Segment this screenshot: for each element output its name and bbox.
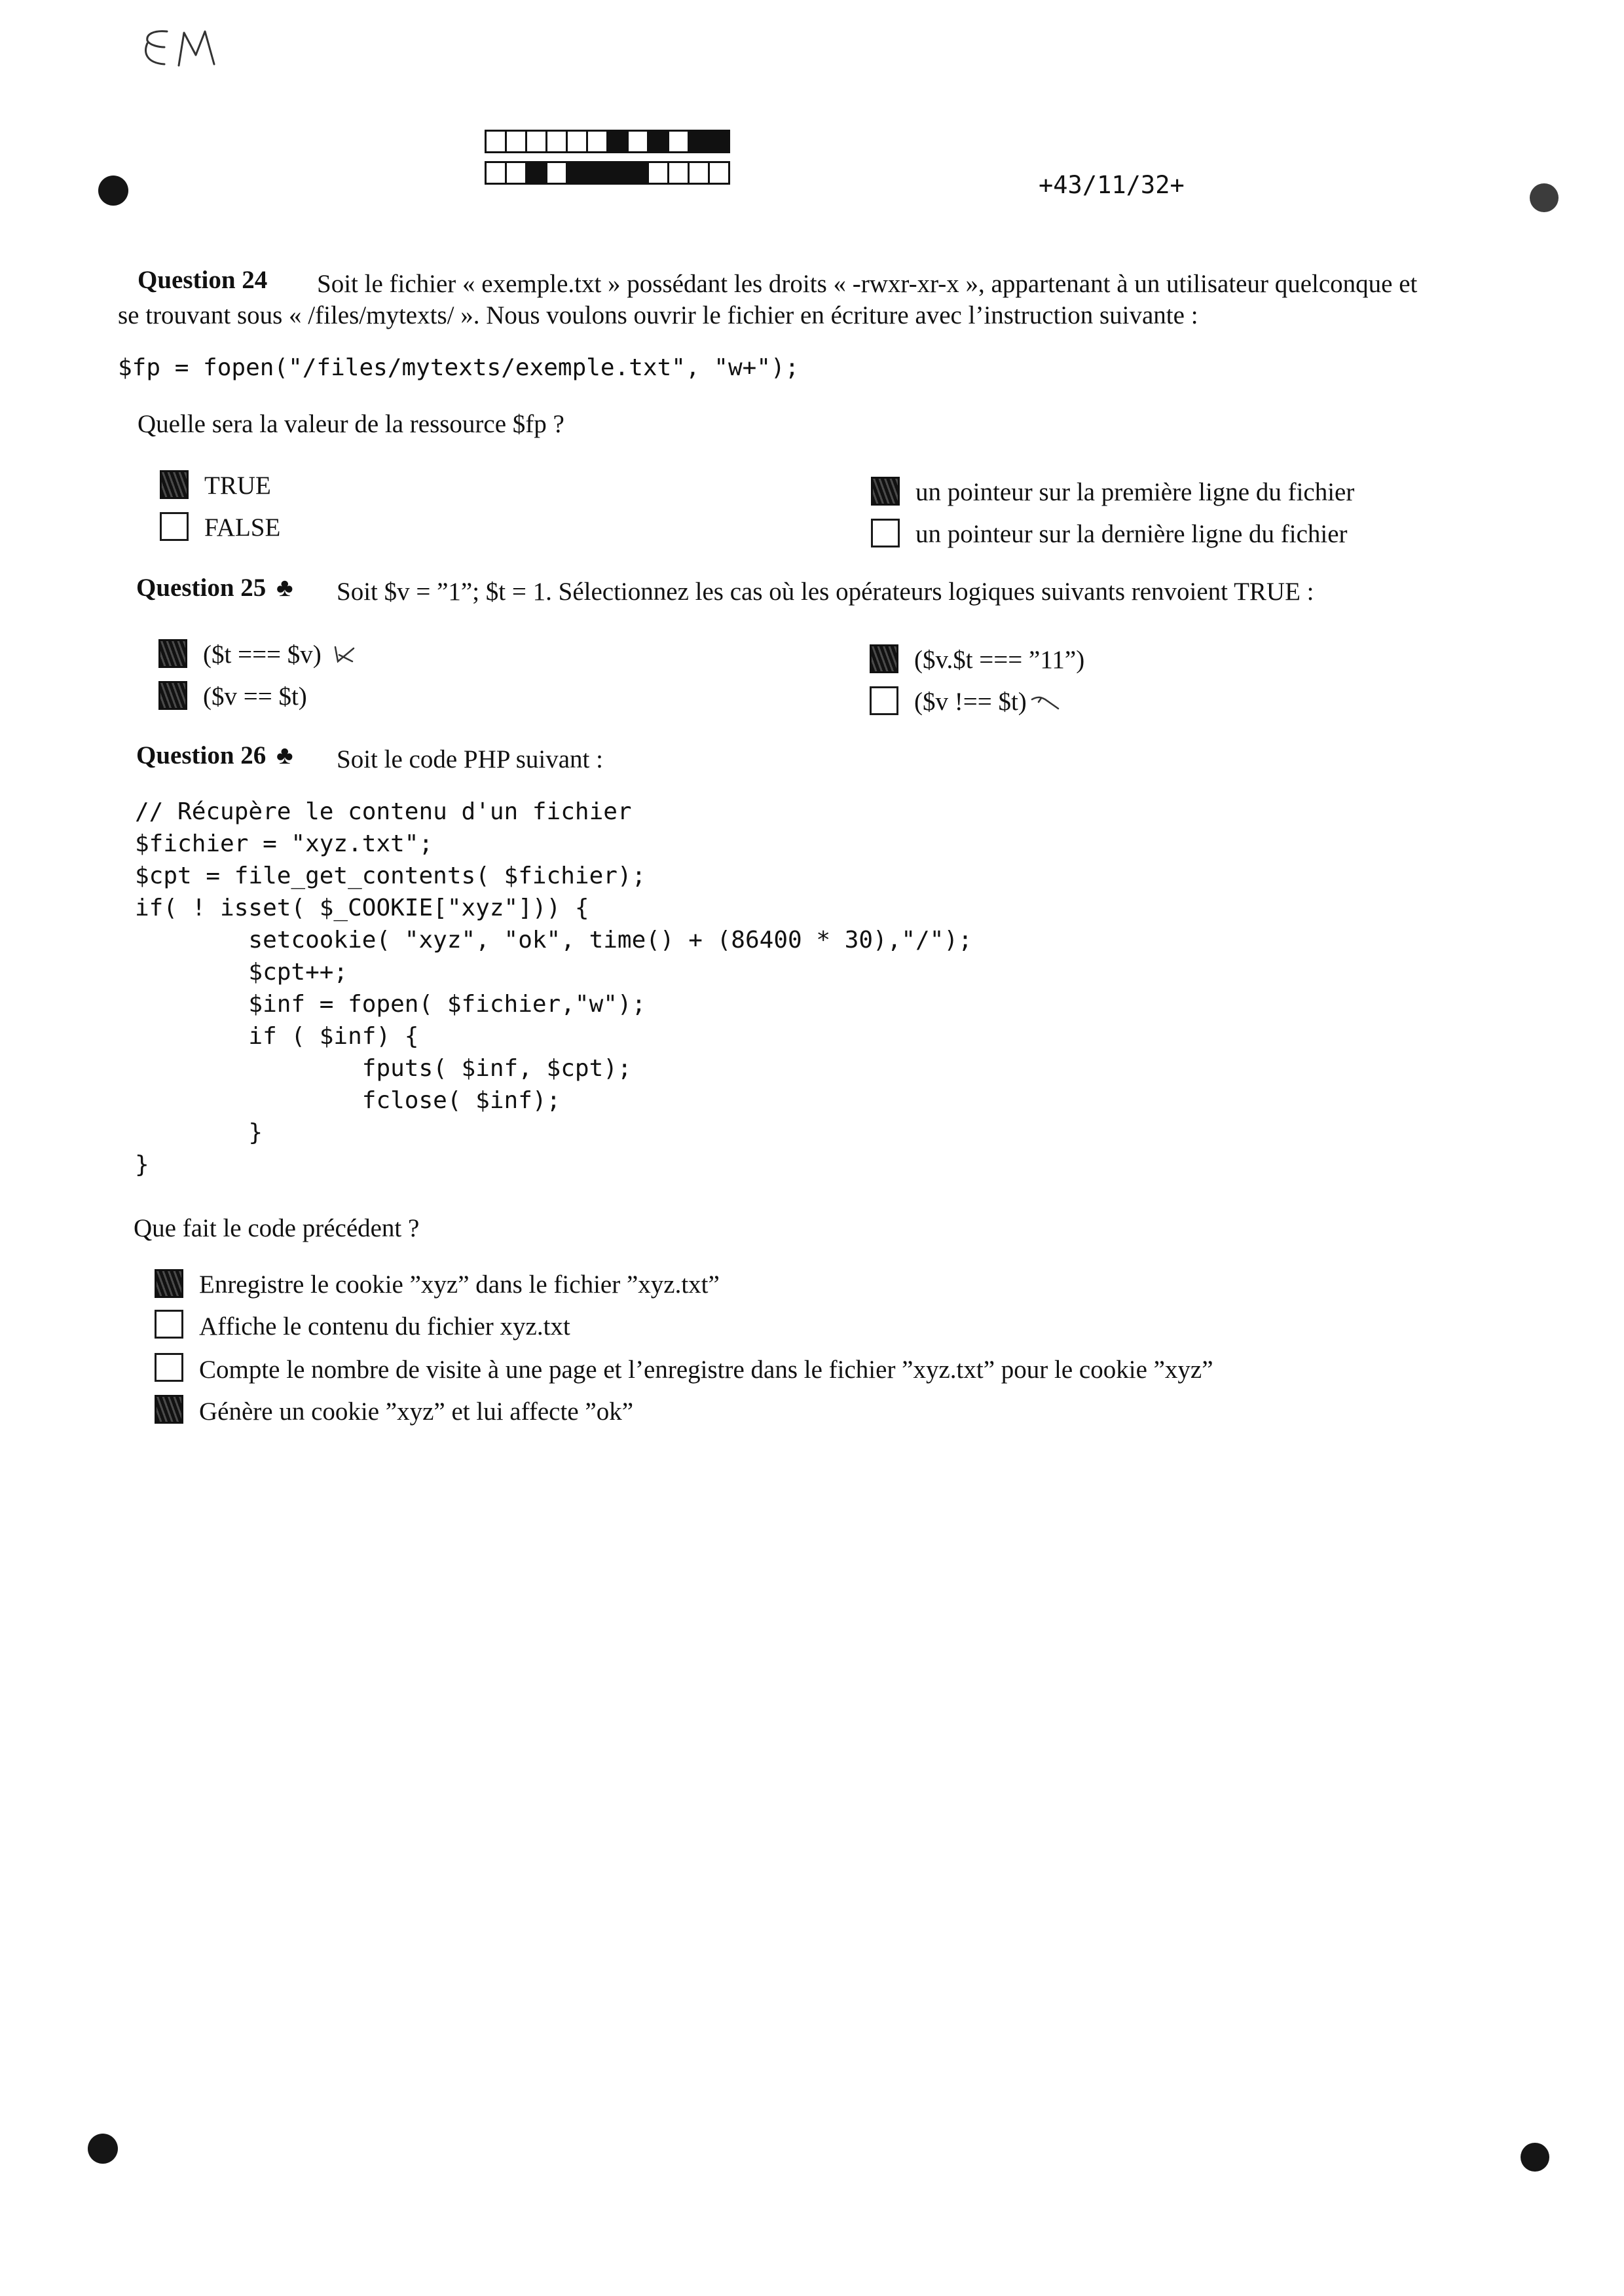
- code-line: if( ! isset( $_COOKIE["xyz"])) {: [135, 895, 589, 921]
- q26-option-4-checkbox[interactable]: [155, 1395, 183, 1424]
- q24-option-1-label: TRUE: [204, 472, 271, 500]
- registration-mark-bottom-right: [1521, 2143, 1549, 2172]
- code-line: fclose( $inf);: [135, 1087, 561, 1114]
- barcode-cell: [688, 130, 710, 153]
- q24-option-4-checkbox[interactable]: [871, 519, 900, 547]
- q24-heading: [138, 267, 267, 293]
- barcode-cell: [485, 161, 507, 185]
- q26-text: Soit le code PHP suivant :: [337, 745, 603, 773]
- q25-label: Question 25: [136, 574, 267, 602]
- club-icon: ♣: [276, 741, 293, 769]
- barcode-cell: [688, 161, 710, 185]
- q26-code-block: [135, 800, 972, 1185]
- barcode-row-1: [485, 130, 728, 153]
- barcode-cell: [525, 130, 547, 153]
- registration-mark-top-right: [1530, 183, 1559, 212]
- q26-prompt: Que fait le code précédent ?: [134, 1214, 420, 1242]
- barcode-cell: [708, 161, 730, 185]
- barcode-cell: [566, 130, 588, 153]
- q24-code: $fp = fopen("/files/mytexts/exemple.txt", "w+");: [118, 354, 800, 381]
- barcode-cell: [667, 130, 690, 153]
- barcode-cell: [667, 161, 690, 185]
- q24-option-4-label: un pointeur sur la dernière ligne du fichier: [915, 520, 1348, 548]
- barcode-cell: [545, 130, 568, 153]
- q25-option-1-checkbox[interactable]: [158, 639, 187, 668]
- barcode-cell: [586, 161, 608, 185]
- barcode-cell: [586, 130, 608, 153]
- barcode-row-2: [485, 161, 728, 185]
- q24-option-1-checkbox[interactable]: [160, 470, 189, 499]
- q24-prompt: Quelle sera la valeur de la ressource $fp ?: [138, 410, 564, 438]
- q26-option-4-label: Génère un cookie ”xyz” et lui affecte ”ok”: [199, 1398, 633, 1426]
- barcode-cell: [485, 130, 507, 153]
- q25-option-3-checkbox[interactable]: [870, 644, 898, 673]
- handwritten-stroke-mark: [1029, 693, 1062, 713]
- code-line: $cpt++;: [135, 959, 348, 986]
- q26-label: Question 26: [136, 741, 267, 769]
- club-icon: ♣: [276, 574, 293, 602]
- barcode-cell: [505, 130, 527, 153]
- q26-option-1-checkbox[interactable]: [155, 1269, 183, 1298]
- registration-mark-bottom-left: [88, 2134, 118, 2164]
- q25-option-4-checkbox[interactable]: [870, 686, 898, 715]
- q25-text: Soit $v = ”1”; $t = 1. Sélectionnez les cas où les opérateurs logiques suivants renvoient TRUE :: [337, 578, 1314, 606]
- code-line: }: [135, 1119, 263, 1146]
- barcode-cell: [606, 130, 629, 153]
- q25-option-4-label: ($v !== $t): [914, 688, 1027, 716]
- barcode-cell: [627, 130, 649, 153]
- q26-option-3-checkbox[interactable]: [155, 1353, 183, 1382]
- handwritten-tick-mark: [331, 644, 358, 664]
- sheet-id: +43/11/32+: [1039, 171, 1185, 199]
- q26-option-2-checkbox[interactable]: [155, 1310, 183, 1339]
- code-line: // Récupère le contenu d'un fichier: [135, 798, 632, 825]
- q25-option-3-label: ($v.$t === ”11”): [914, 646, 1085, 674]
- barcode-cell: [708, 130, 730, 153]
- q26-option-2-label: Affiche le contenu du fichier xyz.txt: [199, 1312, 570, 1341]
- q24-text-line2: se trouvant sous « /files/mytexts/ ». Nous voulons ouvrir le fichier en écriture avec l’instruction suivante :: [118, 301, 1198, 329]
- barcode-cell: [647, 161, 669, 185]
- barcode-cell: [505, 161, 527, 185]
- q26-option-3-label: Compte le nombre de visite à une page et l’enregistre dans le fichier ”xyz.txt” pour le cookie ”xyz”: [199, 1356, 1213, 1384]
- code-line: if ( $inf) {: [135, 1023, 419, 1050]
- q25-heading: [136, 575, 293, 601]
- q25-option-2-checkbox[interactable]: [158, 681, 187, 710]
- q24-label: Question 24: [138, 266, 268, 294]
- barcode-cell: [525, 161, 547, 185]
- q24-option-2-checkbox[interactable]: [160, 512, 189, 541]
- code-line: setcookie( "xyz", "ok", time() + (86400 * 30),"/");: [135, 927, 972, 954]
- q24-option-3-label: un pointeur sur la première ligne du fichier: [915, 478, 1355, 506]
- barcode-cell: [566, 161, 588, 185]
- q25-option-1-label: ($t === $v): [203, 640, 322, 669]
- code-line: $fichier = "xyz.txt";: [135, 830, 434, 857]
- code-line: fputs( $inf, $cpt);: [135, 1055, 632, 1082]
- barcode-cell: [545, 161, 568, 185]
- q24-text-line1: Soit le fichier « exemple.txt » possédant les droits « -rwxr-xr-x », appartenant à un utilisateur quelconque et: [317, 270, 1418, 298]
- q26-option-1-label: Enregistre le cookie ”xyz” dans le fichier ”xyz.txt”: [199, 1270, 720, 1299]
- barcode-cell: [647, 130, 669, 153]
- barcode-cell: [627, 161, 649, 185]
- q26-heading: [136, 743, 293, 768]
- code-line: $cpt = file_get_contents( $fichier);: [135, 862, 646, 889]
- code-line: }: [135, 1151, 149, 1178]
- registration-mark-top-left: [98, 176, 128, 206]
- q25-option-2-label: ($v == $t): [203, 682, 307, 711]
- q24-option-2-label: FALSE: [204, 513, 281, 542]
- handwritten-initials: [141, 26, 226, 72]
- barcode-cell: [606, 161, 629, 185]
- q24-option-3-checkbox[interactable]: [871, 477, 900, 506]
- code-line: $inf = fopen( $fichier,"w");: [135, 991, 646, 1018]
